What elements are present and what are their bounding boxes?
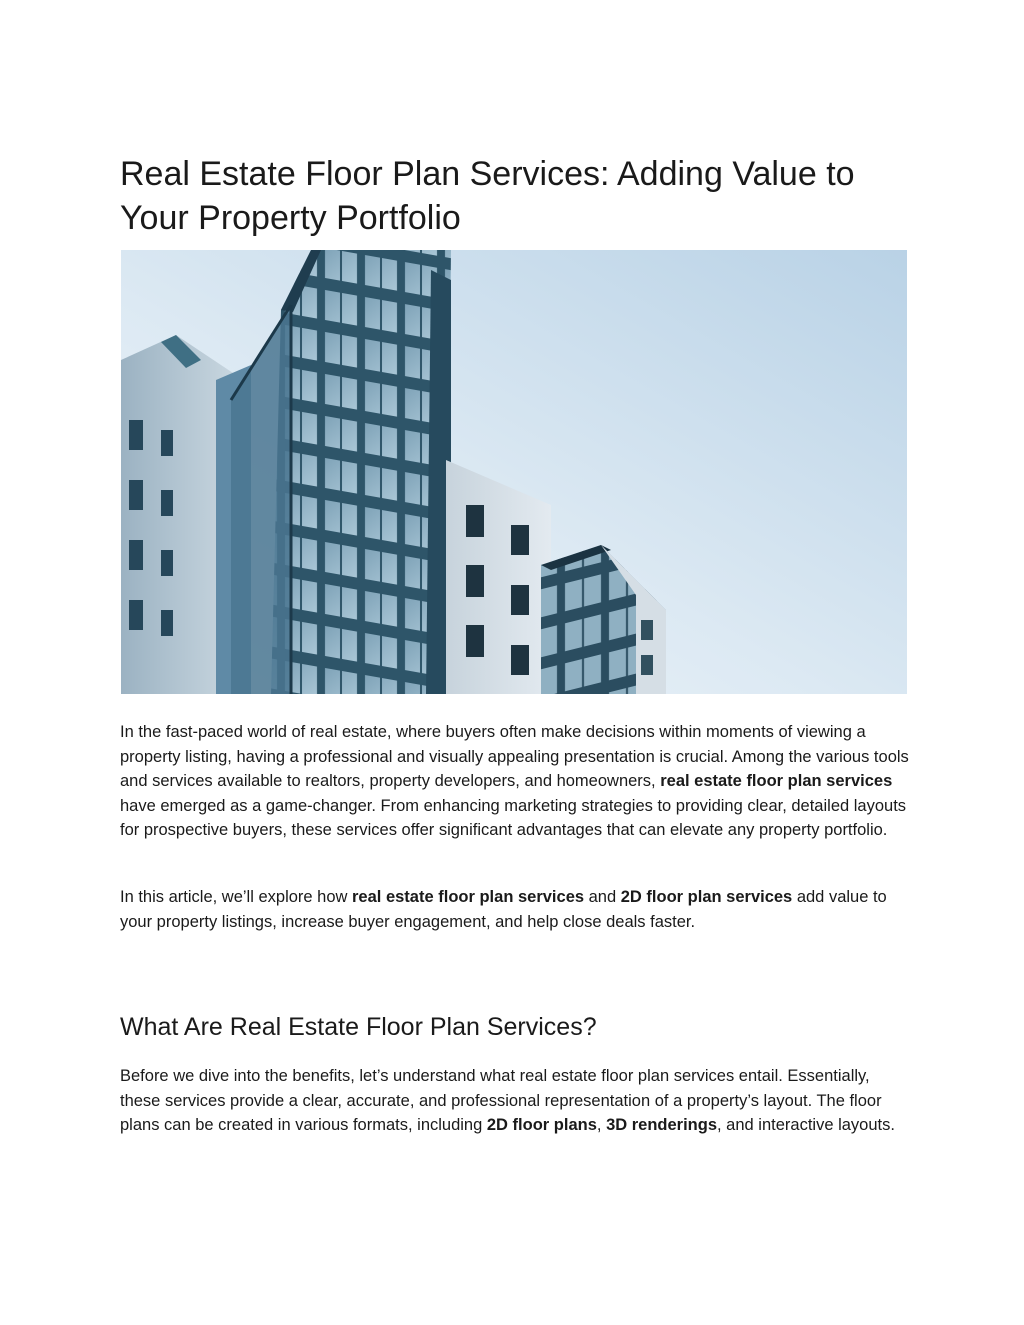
document-title: Real Estate Floor Plan Services: Adding Value to Your Property Portfolio xyxy=(120,155,855,237)
definition-bold-term-2: 3D renderings xyxy=(606,1116,718,1134)
definition-paragraph xyxy=(120,1064,910,1138)
overview-bold-term-1: real estate floor plan services xyxy=(352,888,585,906)
intro-bold-term: real estate floor plan services xyxy=(660,772,893,790)
overview-bold-term-2: 2D floor plan services xyxy=(620,888,793,906)
definition-text-end: , and interactive layouts. xyxy=(717,1116,895,1134)
section-heading: What Are Real Estate Floor Plan Services? xyxy=(120,1013,597,1041)
hero-image xyxy=(121,250,907,694)
article-overview-paragraph xyxy=(120,885,910,934)
building-photo xyxy=(121,250,907,694)
definition-text-start: Before we dive into the benefits, let’s understand what real estate floor plan services entail. Essentially, these services provide a clear, accurate, and professional representation of a property’s layout. The floor plans can be created in various formats, including xyxy=(120,1067,882,1134)
definition-text-middle: , xyxy=(596,1116,607,1134)
overview-text-start: In this article, we’ll explore how xyxy=(120,888,353,906)
definition-bold-term-1: 2D floor plans xyxy=(486,1116,597,1134)
overview-text-end: add value to your property listings, increase buyer engagement, and help close deals faster. xyxy=(120,888,887,931)
intro-paragraph xyxy=(120,720,910,843)
intro-text-start: In the fast-paced world of real estate, where buyers often make decisions within moments of viewing a property listing, having a professional and visually appealing presentation is crucial. Among the various tools and services available to realtors, property developers, and homeowners, xyxy=(120,723,909,790)
overview-text-middle: and xyxy=(584,888,621,906)
intro-text-end: have emerged as a game-changer. From enhancing marketing strategies to providing clear, detailed layouts for prospective buyers, these services offer significant advantages that can elevate any property portfolio. xyxy=(120,796,907,839)
